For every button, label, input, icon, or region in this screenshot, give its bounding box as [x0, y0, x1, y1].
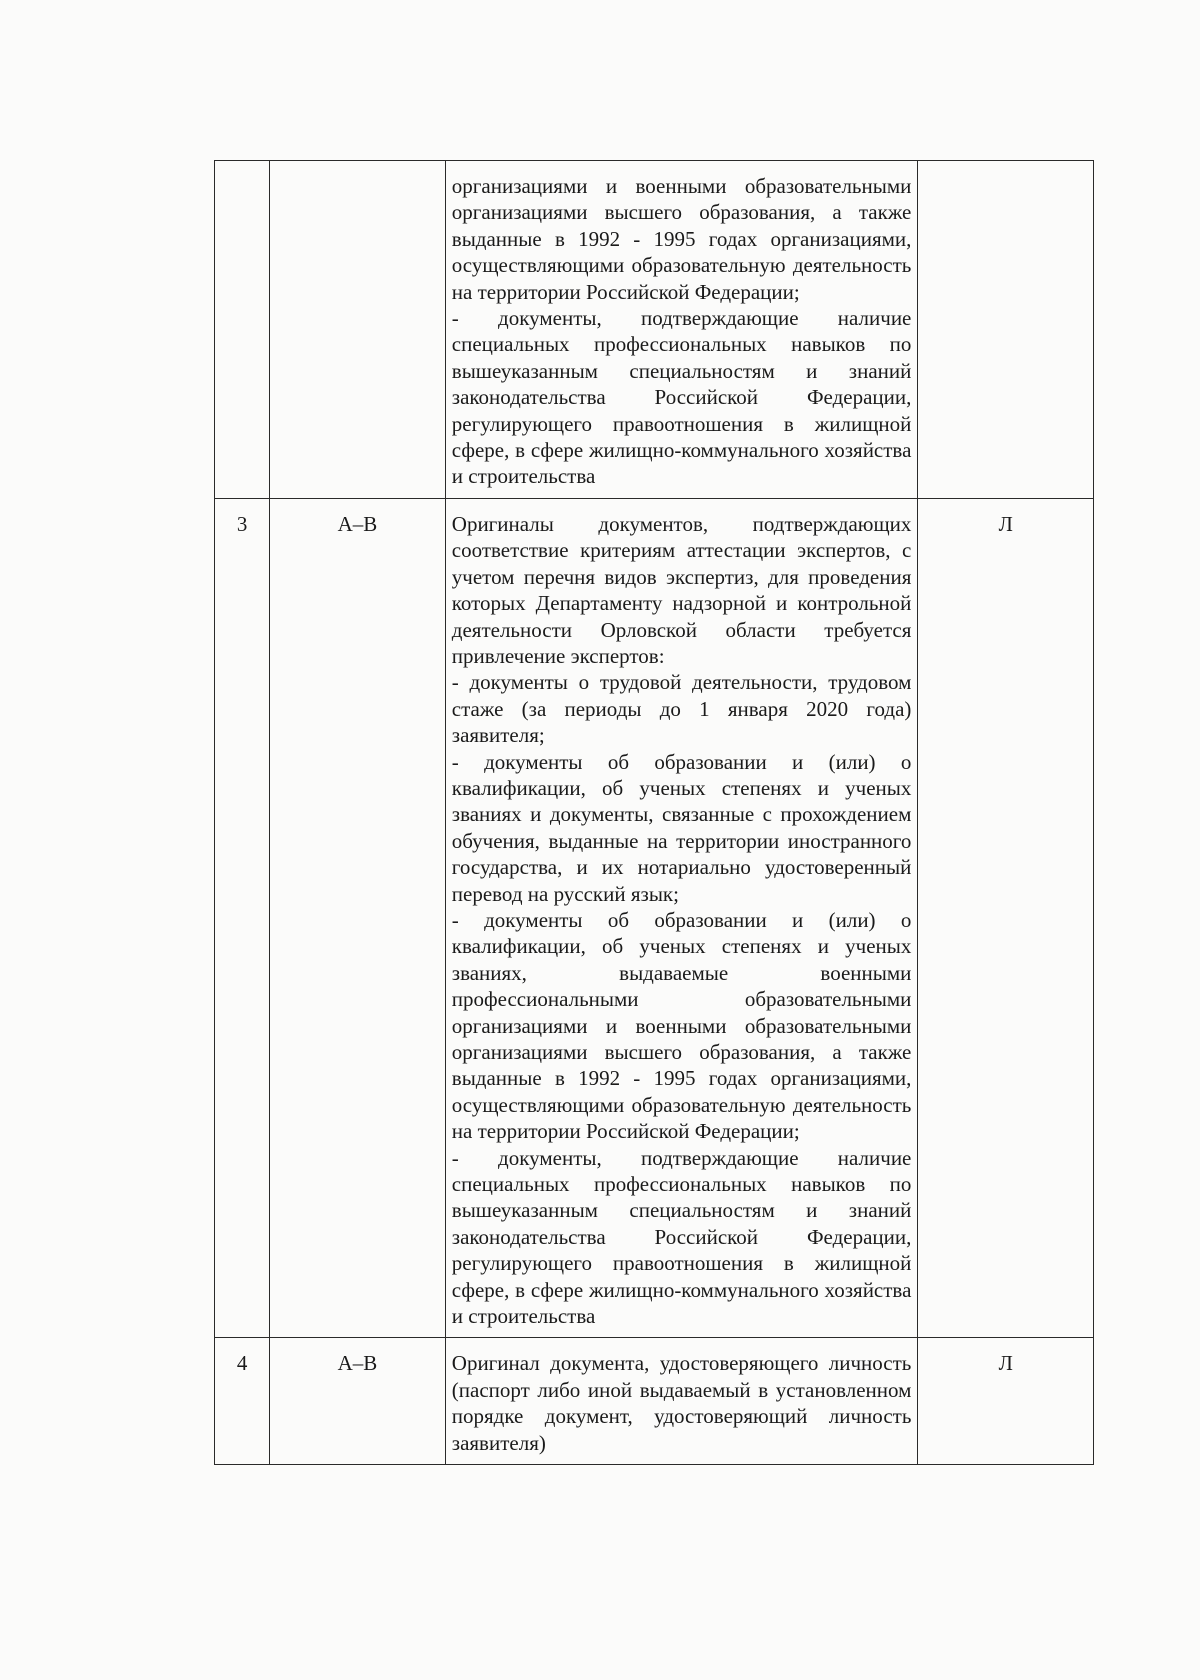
table-row: [215, 1338, 1094, 1465]
description-paragraph: - документы об образовании и (или) о квалификации, об ученых степенях и ученых званиях и документы, связанные с прохождением обучения, выданные на территории иностранного государства, и их нотариально удостоверенный перевод на русский язык;: [451, 749, 912, 906]
category-code-cell: [270, 161, 446, 499]
form-code-cell: Л: [918, 1338, 1094, 1465]
description-paragraph: Оригинал документа, удостоверяющего личность (паспорт либо иной выдаваемый в установленном порядке документ, удостоверяющий личность заявителя): [451, 1351, 912, 1455]
table-row: [215, 498, 1094, 1338]
category-code-cell: А–В: [270, 1338, 446, 1465]
description-paragraph: - документы о трудовой деятельности, трудовом стаже (за периоды до 1 января 2020 года) заявителя;: [451, 670, 912, 748]
table-row: [215, 161, 1094, 499]
description-paragraph: - документы, подтверждающие наличие специальных профессиональных навыков по вышеуказанным специальностям и знаний законодательства Российской Федерации, регулирующего правоотношения в жилищной сфере, в сфере жилищно-коммунального хозяйства и строительства: [451, 306, 912, 489]
document-description-cell: [445, 498, 918, 1338]
description-paragraph: организациями и военными образовательными организациями высшего образования, а также выданные в 1992 - 1995 годах организациями, осуществляющими образовательную деятельность на территории Российской Федерации;: [451, 174, 912, 304]
form-code-cell: [918, 161, 1094, 499]
description-paragraph: - документы, подтверждающие наличие специальных профессиональных навыков по вышеуказанным специальностям и знаний законодательства Российской Федерации, регулирующего правоотношения в жилищной сфере, в сфере жилищно-коммунального хозяйства и строительства: [451, 1145, 912, 1329]
row-number-cell: [215, 161, 270, 499]
document-description-cell: [445, 161, 918, 499]
category-code-cell: А–В: [270, 498, 446, 1338]
description-paragraph: - документы об образовании и (или) о квалификации, об ученых степенях и ученых званиях, выдаваемые военными профессиональными образовательными организациями и военными образовательными организациями высшего образования, а также выданные в 1992 - 1995 годах организациями, осуществляющими образовательную деятельность на территории Российской Федерации;: [451, 907, 912, 1144]
form-code-cell: Л: [918, 498, 1094, 1338]
description-paragraph: Оригиналы документов, подтверждающих соответствие критериям аттестации экспертов, с учетом перечня видов экспертиз, для проведения которых Департаменту надзорной и контрольной деятельности Орловской области требуется привлечение экспертов:: [451, 511, 912, 668]
documents-table: [214, 160, 1094, 1465]
document-description-cell: [445, 1338, 918, 1465]
row-number-cell: 4: [215, 1338, 270, 1465]
row-number-cell: 3: [215, 498, 270, 1338]
